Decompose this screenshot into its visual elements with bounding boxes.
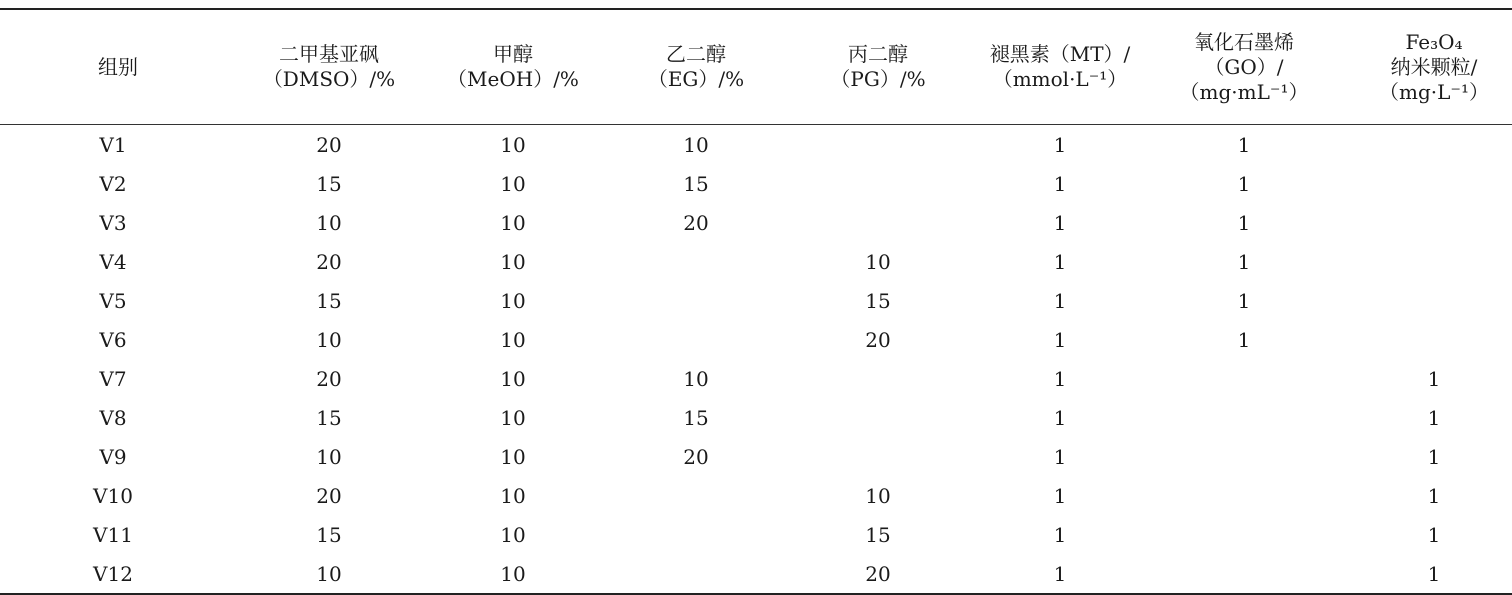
table-cell: 1 — [1053, 210, 1067, 235]
header-line: 乙二醇 — [666, 42, 726, 66]
table-cell: 10 — [316, 444, 342, 469]
group-name-cell: V12 — [93, 561, 133, 586]
table-cell: 10 — [316, 327, 342, 352]
table-cell: 1 — [1053, 171, 1067, 196]
table-cell: 10 — [500, 171, 526, 196]
table-cell — [788, 398, 968, 437]
table-cell — [1336, 320, 1512, 359]
table-cell: 1 — [1053, 327, 1067, 352]
table-cell: 1 — [1237, 288, 1251, 313]
table-cell: 1 — [1237, 249, 1251, 274]
table-cell: 1 — [1053, 522, 1067, 547]
table-cell: 10 — [500, 288, 526, 313]
table-row — [0, 242, 1512, 281]
table-cell: 15 — [316, 405, 342, 430]
table-cell — [1336, 242, 1512, 281]
table-row — [0, 164, 1512, 203]
table-cell — [1152, 476, 1336, 515]
table-body — [0, 125, 1512, 595]
table-cell — [1152, 398, 1336, 437]
table-row — [0, 320, 1512, 359]
header-line: （mg·mL⁻¹） — [1179, 79, 1309, 104]
table-row — [0, 398, 1512, 437]
table-cell — [1336, 281, 1512, 320]
group-name-cell: V2 — [99, 171, 127, 196]
table-row — [0, 476, 1512, 515]
table-cell: 15 — [683, 171, 709, 196]
table-cell: 1 — [1237, 171, 1251, 196]
table-cell: 20 — [865, 327, 891, 352]
header-line: 丙二醇 — [848, 42, 908, 66]
table-cell: 1 — [1053, 249, 1067, 274]
header-line: 纳米颗粒/ — [1390, 54, 1478, 79]
group-name-cell: V8 — [99, 405, 127, 430]
table-cell: 10 — [500, 210, 526, 235]
table-cell: 1 — [1053, 366, 1067, 391]
table-cell: 20 — [683, 210, 709, 235]
table-cell: 1 — [1053, 483, 1067, 508]
table-cell: 10 — [500, 522, 526, 547]
table-cell: 1 — [1053, 444, 1067, 469]
header-row — [0, 9, 1512, 125]
table-cell: 10 — [500, 561, 526, 586]
header-line: （GO）/ — [1204, 54, 1284, 79]
table-cell — [604, 515, 788, 554]
group-name-cell: V7 — [99, 366, 127, 391]
table-cell: 1 — [1427, 561, 1441, 586]
header-line: Fe₃O₄ — [1405, 29, 1463, 54]
table-cell: 1 — [1427, 483, 1441, 508]
table-cell: 10 — [500, 444, 526, 469]
table-cell: 10 — [683, 132, 709, 157]
table-row — [0, 125, 1512, 165]
table-cell: 10 — [316, 561, 342, 586]
group-name-cell: V11 — [93, 522, 133, 547]
header-line: 二甲基亚砜 — [279, 42, 379, 66]
table-row — [0, 515, 1512, 554]
table-cell: 10 — [500, 249, 526, 274]
table-cell — [788, 359, 968, 398]
header-line: （DMSO）/% — [262, 67, 396, 91]
table-cell — [604, 476, 788, 515]
header-fe3o4 — [1336, 9, 1512, 125]
table-cell: 1 — [1053, 288, 1067, 313]
table-cell: 1 — [1237, 327, 1251, 352]
table-cell: 10 — [316, 210, 342, 235]
table-row — [0, 437, 1512, 476]
table-row — [0, 554, 1512, 594]
table-cell: 1 — [1053, 405, 1067, 430]
table-cell: 1 — [1237, 210, 1251, 235]
table-cell: 20 — [316, 249, 342, 274]
group-name-cell: V1 — [99, 132, 127, 157]
header-eg — [604, 9, 788, 125]
group-name-cell: V9 — [99, 444, 127, 469]
table-cell: 10 — [500, 327, 526, 352]
table-cell: 10 — [500, 405, 526, 430]
header-line: 组别 — [98, 54, 138, 79]
table-cell: 15 — [316, 522, 342, 547]
header-line: （PG）/% — [830, 67, 926, 91]
table-cell: 15 — [316, 171, 342, 196]
header-go — [1152, 9, 1336, 125]
group-name-cell: V10 — [93, 483, 133, 508]
table-row — [0, 281, 1512, 320]
header-mt — [968, 9, 1152, 125]
table-cell: 20 — [316, 483, 342, 508]
header-line: 甲醇 — [493, 42, 533, 66]
table-cell: 1 — [1427, 405, 1441, 430]
table-cell — [1336, 125, 1512, 165]
group-name-cell: V5 — [99, 288, 127, 313]
table-cell: 20 — [316, 132, 342, 157]
table-cell: 10 — [500, 483, 526, 508]
table-cell: 20 — [316, 366, 342, 391]
header-pg — [788, 9, 968, 125]
table-cell: 15 — [865, 522, 891, 547]
table-cell: 1 — [1427, 366, 1441, 391]
group-name-cell: V4 — [99, 249, 127, 274]
group-name-cell: V3 — [99, 210, 127, 235]
header-meoh — [422, 9, 604, 125]
table-cell — [1152, 359, 1336, 398]
table-cell — [1336, 164, 1512, 203]
table-cell — [604, 242, 788, 281]
header-line: （mmol·L⁻¹） — [992, 67, 1128, 91]
group-name-cell: V6 — [99, 327, 127, 352]
table-row — [0, 359, 1512, 398]
table-header — [0, 9, 1512, 125]
table-cell — [1152, 515, 1336, 554]
table-cell — [1152, 554, 1336, 594]
table-cell — [604, 554, 788, 594]
table-cell: 1 — [1053, 132, 1067, 157]
table-cell — [1152, 437, 1336, 476]
header-line: 氧化石墨烯 — [1194, 29, 1294, 54]
table-cell: 15 — [865, 288, 891, 313]
table-cell: 20 — [683, 444, 709, 469]
table-cell: 1 — [1427, 444, 1441, 469]
table-cell: 10 — [865, 483, 891, 508]
table-cell: 10 — [500, 132, 526, 157]
header-dmso — [236, 9, 422, 125]
header-line: （EG）/% — [647, 67, 745, 91]
header-line: （MeOH）/% — [447, 67, 579, 91]
table-row — [0, 203, 1512, 242]
table-cell: 10 — [683, 366, 709, 391]
table-cell: 10 — [500, 366, 526, 391]
table-cell: 20 — [865, 561, 891, 586]
table-cell: 1 — [1053, 561, 1067, 586]
table-cell — [1336, 203, 1512, 242]
table-cell: 15 — [316, 288, 342, 313]
table-cell — [788, 437, 968, 476]
table-cell: 1 — [1237, 132, 1251, 157]
table-cell: 15 — [683, 405, 709, 430]
table-cell — [604, 281, 788, 320]
header-line: 褪黑素（MT）/ — [989, 42, 1131, 66]
table-cell: 10 — [865, 249, 891, 274]
cryoprotectant-formulation-table — [0, 8, 1512, 595]
table-cell — [788, 203, 968, 242]
table-cell — [604, 320, 788, 359]
header-line: （mg·L⁻¹） — [1379, 79, 1489, 104]
header-group — [0, 9, 236, 125]
table-cell: 1 — [1427, 522, 1441, 547]
table-cell — [788, 125, 968, 165]
table-cell — [788, 164, 968, 203]
